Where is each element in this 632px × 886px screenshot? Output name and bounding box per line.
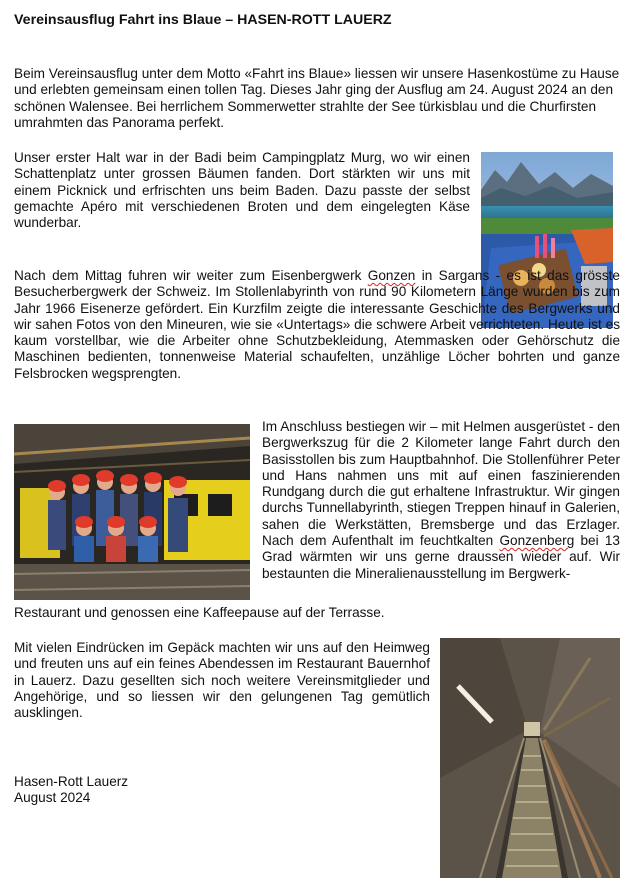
paragraph-mine-history — [14, 268, 620, 382]
document-title: Vereinsausflug Fahrt ins Blaue – HASEN-ROTT LAUERZ — [14, 12, 392, 28]
paragraph-mine-history-text-a: Nach dem Mittag fuhren wir weiter zum Eisenbergwerk — [14, 268, 368, 283]
paragraph-mine-tour-text-b: bei 13 Grad wärmten wir uns gerne draussen wieder auf. Wir bestaunten die Mineralienausstellung im Bergwerk- — [262, 533, 620, 581]
signature-block — [14, 774, 128, 807]
spellcheck-word-gonzenberg: Gonzenberg — [499, 533, 575, 549]
spellcheck-word-gonzen: Gonzen — [367, 268, 416, 283]
signature-name: Hasen-Rott Lauerz — [14, 774, 129, 789]
paragraph-mine-tour-text-a: Im Anschluss bestiegen wir – mit Helmen ausgerüstet - den Bergwerkszug für die 2 Kilometer lange Fahrt durch den Basisstollen bis zum Hauptbahnhof. Die Stollenführer Peter und Hans nahmen uns mit auf einen faszinierenden Rundgang durch die gut erhaltene Infrastruktur. Wir gingen durchs Tunnellabyrinth, stiegen Treppen hinauf in Galerien, sahen die Werkstätten, Bremsberge und das Erzlager. Nach dem Aufenthalt im feuchtkalten — [262, 419, 620, 549]
group-helmet-photo — [14, 424, 250, 600]
paragraph-evening: Mit vielen Eindrücken im Gepäck machten wir uns auf den Heimweg und freuten uns auf ein feines Abendessen im Restaurant Bauernhof in Lauerz. Dazu gesellten sich noch weitere Vereinsmitglieder und Angehörige, und so liessen wir den gelungenen Tag gemütlich ausklingen. — [14, 640, 430, 721]
mine-tunnel-photo — [440, 638, 620, 878]
paragraph-mine-tour-end: Restaurant und genossen eine Kaffeepause auf der Terrasse. — [14, 605, 385, 620]
paragraph-mine-tour — [262, 419, 620, 582]
paragraph-picnic: Unser erster Halt war in der Badi beim Campingplatz Murg, wo wir einen Schattenplatz unter grossen Bäumen fanden. Dort stärkten wir uns mit einem Picknick und erfrischten uns beim Baden. Dazu passte der selbst gemachte Apéro mit verschiedenen Broten und dem eingelegten Käse wunderbar. — [14, 150, 470, 231]
paragraph-mine-history-text-b: in Sargans - es ist das grösste Besucherbergwerk der Schweiz. Im Stollenlabyrinth von rund 90 Kilometern Länge wurden bis zum Jahr 1966 Eisenerze gefördert. Ein Kurzfilm zeigte die interessante Geschichte des Bergwerks und wir sahen Fotos von den Mineuren, wie sie «Untertags» die schwere Arbeit verrichteten. Heute ist es kaum vorstellbar, wie die Arbeiter ohne Schutzbekleidung, Atemmasken oder Gehörschutz die Maschinen bedienten, tonnenweise Material schaufelten, unzählige Löcher bohrten und ganze Felsbrocken wegsprengten. — [14, 268, 620, 381]
paragraph-intro: Beim Vereinsausflug unter dem Motto «Fahrt ins Blaue» liessen wir unsere Hasenkostüme zu Hause und erlebten gemeinsam einen tollen Tag. Dieses Jahr ging der Ausflug am 24. August 2024 an den schönen Walensee. Bei herrlichem Sommerwetter strahlte der See türkisblau und die Churfirsten umrahmten das Panorama perfekt. — [14, 66, 620, 130]
signature-date: August 2024 — [14, 790, 91, 806]
